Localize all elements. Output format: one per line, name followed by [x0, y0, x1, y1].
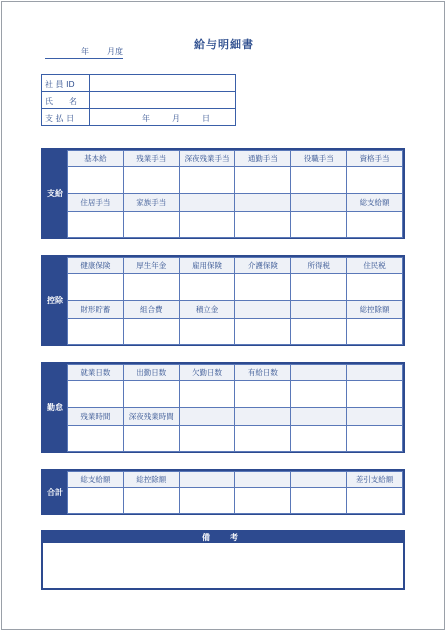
- deductions-header: 厚生年金: [123, 258, 179, 274]
- deductions-header: 介護保険: [235, 258, 291, 274]
- payments-value-cell[interactable]: [347, 167, 403, 194]
- attendance-value-cell[interactable]: [347, 426, 403, 452]
- attendance-section: [41, 362, 405, 453]
- remarks-box: [41, 530, 405, 590]
- remarks-label: 備 考: [43, 532, 403, 543]
- attendance-value-cell[interactable]: [68, 381, 124, 408]
- period-line: [45, 46, 123, 59]
- deductions-value-cell[interactable]: [179, 319, 235, 345]
- deductions-header: [291, 301, 347, 319]
- deductions-value-cell[interactable]: [347, 274, 403, 301]
- totals-value-cell[interactable]: [68, 488, 124, 514]
- deductions-value-cell[interactable]: [123, 274, 179, 301]
- payments-value-cell[interactable]: [235, 167, 291, 194]
- totals-header: 総支給額: [68, 472, 124, 488]
- totals-value-cell[interactable]: [291, 488, 347, 514]
- year-label: 年: [81, 47, 89, 56]
- date-month: 月: [172, 114, 180, 123]
- deductions-value-cell[interactable]: [235, 319, 291, 345]
- attendance-value-cell[interactable]: [123, 426, 179, 452]
- payments-value-cell[interactable]: [123, 167, 179, 194]
- deductions-side-label: 控除: [43, 257, 67, 344]
- totals-value-cell[interactable]: [347, 488, 403, 514]
- attendance-header: 欠勤日数: [179, 365, 235, 381]
- payments-header: 残業手当: [123, 151, 179, 167]
- attendance-header: [291, 365, 347, 381]
- payments-header: [235, 194, 291, 212]
- payments-header: [179, 194, 235, 212]
- payments-grid: [67, 150, 403, 238]
- attendance-header: 深夜残業時間: [123, 408, 179, 426]
- deductions-value-cell[interactable]: [291, 274, 347, 301]
- attendance-value-cell[interactable]: [235, 426, 291, 452]
- deductions-value-cell[interactable]: [123, 319, 179, 345]
- deductions-value-cell[interactable]: [235, 274, 291, 301]
- totals-header: [179, 472, 235, 488]
- totals-section: [41, 469, 405, 515]
- attendance-header: 有給日数: [235, 365, 291, 381]
- attendance-header: 就業日数: [68, 365, 124, 381]
- totals-value-cell[interactable]: [179, 488, 235, 514]
- attendance-header: [347, 365, 403, 381]
- payments-side-label: 支給: [43, 150, 67, 237]
- payments-header: 資格手当: [347, 151, 403, 167]
- attendance-header: [235, 408, 291, 426]
- deductions-value-cell[interactable]: [347, 319, 403, 345]
- deductions-header: 積立金: [179, 301, 235, 319]
- period-label: 月度: [107, 47, 123, 56]
- deductions-section: [41, 255, 405, 346]
- totals-side-label: 合計: [43, 471, 67, 513]
- totals-value-cell[interactable]: [235, 488, 291, 514]
- attendance-value-cell[interactable]: [291, 426, 347, 452]
- date-year: 年: [142, 114, 150, 123]
- payment-date-field[interactable]: [90, 109, 236, 126]
- attendance-header: 出勤日数: [123, 365, 179, 381]
- deductions-header: 所得税: [291, 258, 347, 274]
- totals-value-cell[interactable]: [123, 488, 179, 514]
- payments-header: 住居手当: [68, 194, 124, 212]
- totals-grid: [67, 471, 403, 514]
- payment-date-label: 支 払 日: [45, 114, 75, 123]
- payments-header: 役職手当: [291, 151, 347, 167]
- payments-value-cell[interactable]: [179, 212, 235, 238]
- totals-header: 差引支給額: [347, 472, 403, 488]
- deductions-value-cell[interactable]: [68, 319, 124, 345]
- deductions-header: 雇用保険: [179, 258, 235, 274]
- deductions-value-cell[interactable]: [179, 274, 235, 301]
- attendance-value-cell[interactable]: [235, 381, 291, 408]
- payments-value-cell[interactable]: [179, 167, 235, 194]
- attendance-value-cell[interactable]: [179, 381, 235, 408]
- deductions-header: 総控除額: [347, 301, 403, 319]
- employee-info-table: [41, 74, 236, 126]
- payments-section: [41, 148, 405, 239]
- deductions-header: 組合費: [123, 301, 179, 319]
- attendance-value-cell[interactable]: [347, 381, 403, 408]
- employee-id-label: 社 員 ID: [45, 80, 75, 89]
- deductions-header: 健康保険: [68, 258, 124, 274]
- deductions-header: 住民税: [347, 258, 403, 274]
- payments-header: 基本給: [68, 151, 124, 167]
- remarks-field[interactable]: [43, 543, 403, 588]
- payments-value-cell[interactable]: [68, 212, 124, 238]
- totals-header: [235, 472, 291, 488]
- payments-value-cell[interactable]: [291, 212, 347, 238]
- payments-value-cell[interactable]: [68, 167, 124, 194]
- deductions-header: 財形貯蓄: [68, 301, 124, 319]
- attendance-header: [291, 408, 347, 426]
- payments-header: 家族手当: [123, 194, 179, 212]
- name-field[interactable]: [90, 92, 236, 109]
- document-title: 給与明細書: [194, 38, 254, 51]
- attendance-value-cell[interactable]: [68, 426, 124, 452]
- employee-id-field[interactable]: [90, 75, 236, 92]
- attendance-header: [179, 408, 235, 426]
- totals-header: [291, 472, 347, 488]
- payments-value-cell[interactable]: [347, 212, 403, 238]
- payments-value-cell[interactable]: [235, 212, 291, 238]
- deductions-grid: [67, 257, 403, 345]
- attendance-value-cell[interactable]: [179, 426, 235, 452]
- payments-value-cell[interactable]: [291, 167, 347, 194]
- totals-header: 総控除額: [123, 472, 179, 488]
- payments-header: 通勤手当: [235, 151, 291, 167]
- attendance-side-label: 勤怠: [43, 364, 67, 451]
- attendance-header: [347, 408, 403, 426]
- payments-header: 総支給額: [347, 194, 403, 212]
- payments-header: [291, 194, 347, 212]
- deductions-value-cell[interactable]: [291, 319, 347, 345]
- deductions-value-cell[interactable]: [68, 274, 124, 301]
- payments-value-cell[interactable]: [123, 212, 179, 238]
- name-label: 氏 名: [45, 97, 77, 106]
- attendance-grid: [67, 364, 403, 452]
- attendance-header: 残業時間: [68, 408, 124, 426]
- payments-header: 深夜残業手当: [179, 151, 235, 167]
- date-day: 日: [202, 114, 210, 123]
- attendance-value-cell[interactable]: [291, 381, 347, 408]
- attendance-value-cell[interactable]: [123, 381, 179, 408]
- deductions-header: [235, 301, 291, 319]
